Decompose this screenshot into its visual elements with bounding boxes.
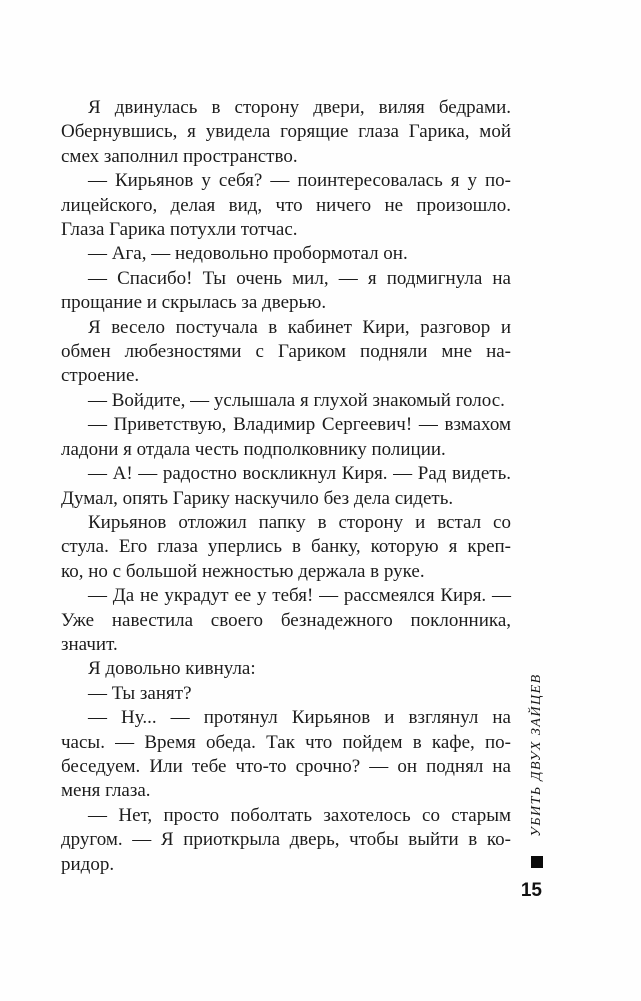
paragraph bbox=[61, 169, 511, 242]
paragraph bbox=[61, 804, 511, 877]
body-text bbox=[61, 96, 511, 877]
text-line: Кирьянов отложил папку в сторону и встал со bbox=[88, 511, 511, 533]
paragraph bbox=[61, 242, 511, 266]
text-line: строение. bbox=[61, 365, 140, 387]
text-line: другом. — Я приоткрыла дверь, чтобы выйти в ко- bbox=[61, 829, 511, 851]
text-line: Я весело постучала в кабинет Кири, разговор и bbox=[88, 316, 511, 338]
text-line: ладони я отдала честь подполковнику полиции. bbox=[61, 438, 446, 460]
text-line: — Да не украдут ее у тебя! — рассмеялся Киря. — bbox=[88, 585, 511, 607]
paragraph bbox=[61, 96, 511, 169]
text-line: — Ну... — протянул Кирьянов и взглянул на bbox=[88, 707, 511, 729]
text-line: — Войдите, — услышала я глухой знакомый голос. bbox=[88, 389, 505, 411]
text-line: стула. Его глаза уперлись в банку, которую я креп- bbox=[61, 536, 511, 558]
text-line: — Ты занят? bbox=[88, 682, 192, 704]
text-line: Думал, опять Гарику наскучило без дела сидеть. bbox=[61, 487, 454, 509]
text-line: — А! — радостно воскликнул Киря. — Рад видеть. bbox=[88, 463, 511, 485]
text-line: лицейского, делая вид, что ничего не произошло. bbox=[61, 194, 511, 216]
paragraph bbox=[61, 389, 511, 413]
paragraph bbox=[61, 706, 511, 804]
text-line: обмен любезностями с Гариком подняли мне на- bbox=[61, 341, 511, 363]
paragraph bbox=[61, 511, 511, 584]
text-line: часы. — Время обеда. Так что пойдем в кафе, по- bbox=[61, 731, 511, 753]
paragraph bbox=[61, 316, 511, 389]
text-line: Я довольно кивнула: bbox=[88, 658, 256, 680]
text-line: — Спасибо! Ты очень мил, — я подмигнула на bbox=[88, 267, 511, 289]
text-line: — Кирьянов у себя? — поинтересовалась я у по- bbox=[88, 170, 511, 192]
text-line: значит. bbox=[61, 633, 118, 655]
paragraph bbox=[61, 657, 511, 681]
text-line: Я двинулась в сторону двери, виляя бедрами. bbox=[88, 97, 511, 118]
paragraph bbox=[61, 413, 511, 462]
text-line: ко, но с большой нежностью держала в руке. bbox=[61, 560, 425, 582]
text-line: Уже навестила своего безнадежного поклонника, bbox=[61, 609, 511, 631]
section-marker-square bbox=[531, 856, 543, 868]
text-line: смех заполнил пространство. bbox=[61, 145, 298, 167]
text-line: Обернувшись, я увидела горящие глаза Гарика, мой bbox=[61, 121, 511, 143]
text-line: меня глаза. bbox=[61, 780, 151, 802]
text-line: беседуем. Или тебе что-то срочно? — он поднял на bbox=[61, 755, 511, 777]
text-line: — Нет, просто поболтать захотелось со старым bbox=[88, 804, 511, 826]
text-line: ридор. bbox=[61, 853, 115, 875]
paragraph bbox=[61, 462, 511, 511]
paragraph bbox=[61, 682, 511, 706]
text-line: — Приветствую, Владимир Сергеевич! — взмахом bbox=[88, 414, 511, 436]
text-line: — Ага, — недовольно пробормотал он. bbox=[88, 243, 408, 265]
text-line: прощание и скрылась за дверью. bbox=[61, 292, 327, 314]
paragraph bbox=[61, 267, 511, 316]
text-line: Глаза Гарика потухли тотчас. bbox=[61, 219, 298, 241]
page-number: 15 bbox=[520, 880, 542, 901]
running-title-vertical: УБИТЬ ДВУХ ЗАЙЦЕВ bbox=[529, 673, 544, 837]
paragraph bbox=[61, 584, 511, 657]
